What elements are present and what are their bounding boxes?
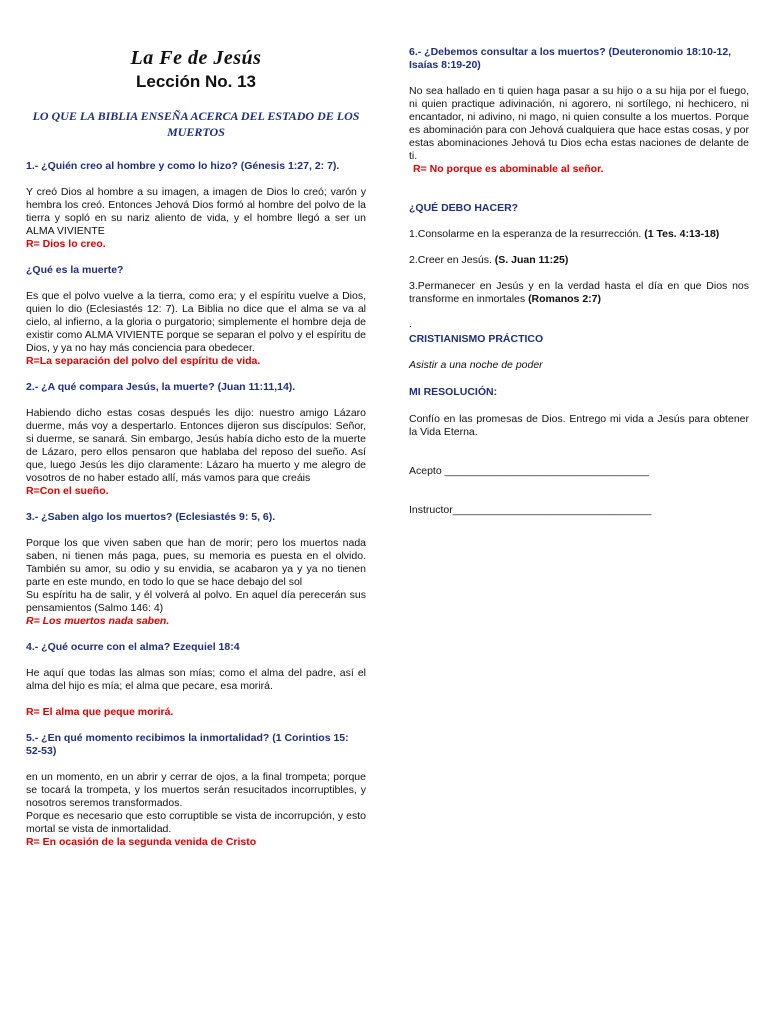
practical-heading: CRISTIANISMO PRÁCTICO xyxy=(409,333,544,345)
answer-1: R= Dios lo creo. xyxy=(26,238,106,250)
question-3: 3.- ¿Saben algo los muertos? (Eclesiastés 9: 5, 6). xyxy=(26,511,276,523)
todo-item-2-ref: (S. Juan 11:25) xyxy=(494,254,569,266)
lesson-number: Lección No. 13 xyxy=(136,72,256,91)
body-3: Porque los que viven saben que han de morir; pero los muertos nada saben, ni tienen más paga, pues, su memoria es puesta en el olvido. También su amor, su odio y su envidia, se acabaron ya y ya no tienen parte en este mundo, en todo lo que se hace debajo del sol xyxy=(26,537,366,588)
section-death xyxy=(26,264,366,368)
question-5: 5.- ¿En qué momento recibimos la inmortalidad? (1 Corintios 15: 52-53) xyxy=(26,732,349,757)
body-3b: Su espíritu ha de salir, y él volverá al polvo. En aquel día perecerán sus pensamientos (Salmo 146: 4) xyxy=(26,589,366,614)
section-q5 xyxy=(26,732,366,849)
practical-text: Asistir a una noche de poder xyxy=(409,359,543,371)
lesson-subtitle: LO QUE LA BIBLIA ENSEÑA ACERCA DEL ESTADO DE LOS MUERTOS xyxy=(32,109,360,139)
section-q2 xyxy=(26,381,366,498)
answer-death: R=La separación del polvo del espíritu de vida. xyxy=(26,355,261,367)
question-death: ¿Qué es la muerte? xyxy=(26,264,124,276)
body-1: Y creó Dios al hombre a su imagen, a imagen de Dios lo creó; varón y hembra los creó. Entonces Jehová Dios formó al hombre del polvo de la tierra y sopló en su nariz aliento de vida, y el hombre llegó a ser un ALMA VIVIENTE xyxy=(26,186,366,237)
section-resolution xyxy=(409,386,749,517)
todo-item-1-text: 1.Consolarme en la esperanza de la resurrección. xyxy=(409,228,642,240)
todo-item-2-text: 2.Creer en Jesús. xyxy=(409,254,492,266)
body-5: en un momento, en un abrir y cerrar de ojos, a la final trompeta; porque se tocará la trompeta, y los muertos serán resucitados incorruptibles, y nosotros seremos transformados. xyxy=(26,771,366,809)
todo-item-3 xyxy=(409,280,749,306)
accept-signature-line[interactable]: Acepto ___________________________________ xyxy=(409,465,649,477)
body-4: He aquí que todas las almas son mías; como el alma del padre, así el alma del hijo es mía; el alma que pecare, esa morirá. xyxy=(26,667,366,692)
instructor-signature-line[interactable]: Instructor__________________________________ xyxy=(409,504,652,516)
question-4: 4.- ¿Qué ocurre con el alma? Ezequiel 18:4 xyxy=(26,641,240,653)
resolution-heading: MI RESOLUCIÓN: xyxy=(409,386,498,398)
todo-item-1-ref: (1 Tes. 4:13-18) xyxy=(644,228,720,240)
answer-3: R= Los muertos nada saben. xyxy=(26,615,170,627)
section-practical xyxy=(409,333,749,372)
body-5b: Porque es necesario que esto corruptible se vista de incorrupción, y esto mortal se vista de inmortalidad. xyxy=(26,810,366,835)
document-title: La Fe de Jesús xyxy=(130,47,262,69)
answer-2: R=Con el sueño. xyxy=(26,485,109,497)
answer-5: R= En ocasión de la segunda venida de Cristo xyxy=(26,836,257,848)
question-6: 6.- ¿Debemos consultar a los muertos? (Deuteronomio 18:10-12, Isaías 8:19-20) xyxy=(409,46,732,71)
section-todo xyxy=(409,202,749,331)
answer-4: R= El alma que peque morirá. xyxy=(26,706,174,718)
answer-6: R= No porque es abominable al señor. xyxy=(413,163,604,175)
todo-item-1 xyxy=(409,228,749,241)
section-q6 xyxy=(409,46,749,176)
body-death: Es que el polvo vuelve a la tierra, como era; y el espíritu vuelve a Dios, quien lo dio (Eclesiastés 12: 7). La Biblia no dice que el alma se va al cielo, al infierno, a la gloria o purgatorio; simplemente el hombre deja de existir como ALMA VIVIENTE porque se separan el polvo y el espíritu de Dios, y ya no hay más conciencia para obedecer. xyxy=(26,290,366,354)
question-2: 2.- ¿A qué compara Jesús, la muerte? (Juan 11:11,14). xyxy=(26,381,296,393)
question-1: 1.- ¿Quién creo al hombre y como lo hizo? (Génesis 1:27, 2: 7). xyxy=(26,160,340,172)
section-q4 xyxy=(26,641,366,719)
section-q3 xyxy=(26,511,366,628)
body-2: Habiendo dicho estas cosas después les dijo: nuestro amigo Lázaro duerme, más voy a despertarlo. Entonces dijeron sus discípulos: Señor, si duerme, se sanará. Sin embargo, Jesús había dicho esto de la muerte de Lázaro, pero ellos pensaron que hablaba del reposo del sueño. Así que, luego Jesús les dijo claramente: Lázaro ha muerto y me alegro de vosotros de no haber estado allí, más vamos para que creáis xyxy=(26,407,366,484)
todo-dot: . xyxy=(409,318,412,330)
body-6: No sea hallado en ti quien haga pasar a su hijo o a su hija por el fuego, ni quien practique adivinación, ni agorero, ni sortílego, ni hechicero, ni encantador, ni adivino, ni mago, ni quien consulte a los muertos. Porque es abominación para con Jehová cualquiera que hace estas cosas, y por estas abominaciones Jehová tu Dios echa estas naciones de delante de ti. xyxy=(409,85,749,162)
section-q1 xyxy=(26,160,366,251)
resolution-text: Confío en las promesas de Dios. Entrego mi vida a Jesús para obtener la Vida Eterna. xyxy=(409,413,749,438)
right-column xyxy=(409,0,749,517)
left-column xyxy=(26,0,366,849)
todo-item-3-ref: (Romanos 2:7) xyxy=(528,293,601,305)
todo-heading: ¿QUÉ DEBO HACER? xyxy=(409,202,519,214)
todo-item-2 xyxy=(409,254,749,267)
todo-item-3-text: 3.Permanecer en Jesús y en la verdad hasta el día en que Dios nos transforme en inmortales xyxy=(409,280,749,305)
